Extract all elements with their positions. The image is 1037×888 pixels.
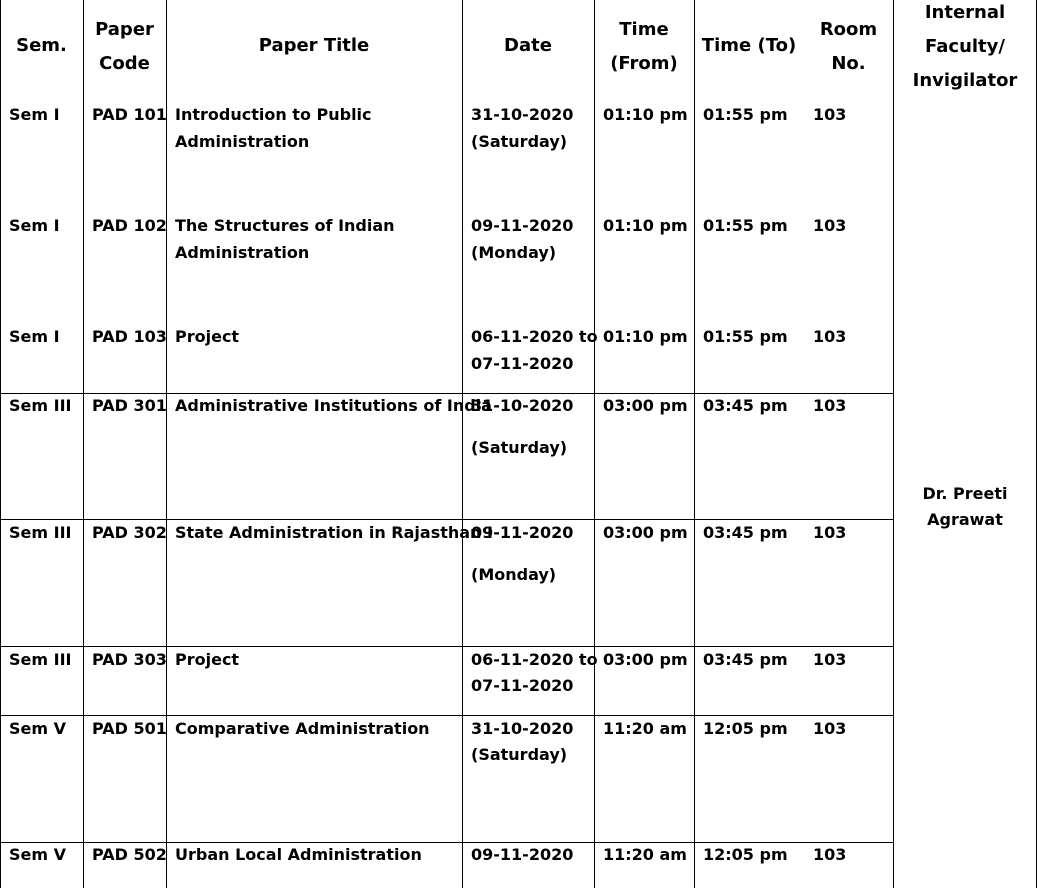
header-time-to: Time (To)	[701, 35, 797, 56]
cell-paper-code: PAD 303	[92, 650, 167, 669]
cell-date-line2: (Saturday)	[471, 132, 568, 151]
column-divider	[893, 0, 894, 888]
cell-date-line2: (Monday)	[471, 243, 557, 262]
cell-time-from: 03:00 pm	[603, 650, 688, 669]
cell-date: 31-10-2020	[471, 396, 574, 415]
cell-paper-code: PAD 102	[92, 216, 167, 235]
column-divider	[83, 0, 84, 888]
cell-date: 31-10-2020	[471, 719, 574, 738]
cell-date-line2: 07-11-2020	[471, 676, 574, 695]
cell-sem: Sem I	[9, 216, 60, 235]
header-date: Date	[504, 35, 552, 56]
cell-room: 103	[813, 845, 847, 864]
header-paper-title: Paper Title	[258, 35, 370, 56]
header-paper-code-line2: Code	[99, 53, 150, 74]
cell-room: 103	[813, 523, 847, 542]
cell-time-to: 03:45 pm	[703, 523, 788, 542]
cell-date: 06-11-2020 to	[471, 327, 598, 346]
cell-room: 103	[813, 327, 847, 346]
cell-paper-code: PAD 502	[92, 845, 167, 864]
cell-time-from: 11:20 am	[603, 845, 687, 864]
cell-time-from: 03:00 pm	[603, 523, 688, 542]
cell-sem: Sem I	[9, 327, 60, 346]
cell-paper-title: Urban Local Administration	[175, 845, 422, 864]
cell-time-to: 01:55 pm	[703, 105, 788, 124]
cell-time-from: 01:10 pm	[603, 105, 688, 124]
cell-time-from: 03:00 pm	[603, 396, 688, 415]
cell-paper-code: PAD 301	[92, 396, 167, 415]
cell-paper-title: The Structures of Indian	[175, 216, 395, 235]
cell-time-from: 01:10 pm	[603, 327, 688, 346]
cell-paper-title: Project	[175, 327, 240, 346]
cell-date: 06-11-2020 to	[471, 650, 598, 669]
table-border	[0, 0, 1, 888]
header-time-from-line1: Time	[619, 19, 669, 40]
faculty-name-line2: Agrawat	[927, 510, 1003, 529]
cell-sem: Sem V	[9, 719, 66, 738]
header-faculty-line3: Invigilator	[912, 70, 1018, 91]
column-divider	[462, 0, 463, 888]
cell-room: 103	[813, 216, 847, 235]
cell-paper-code: PAD 101	[92, 105, 167, 124]
faculty-name-line1: Dr. Preeti	[922, 484, 1008, 503]
header-time-from-line2: (From)	[610, 53, 678, 74]
cell-sem: Sem I	[9, 105, 60, 124]
cell-paper-title-line2: Administration	[175, 243, 310, 262]
column-divider	[166, 0, 167, 888]
cell-date: 09-11-2020	[471, 845, 574, 864]
cell-time-from: 11:20 am	[603, 719, 687, 738]
cell-time-from: 01:10 pm	[603, 216, 688, 235]
cell-sem: Sem III	[9, 523, 72, 542]
cell-date: 31-10-2020	[471, 105, 574, 124]
header-sem: Sem.	[16, 35, 67, 56]
cell-date-line2: 07-11-2020	[471, 354, 574, 373]
cell-room: 103	[813, 396, 847, 415]
header-paper-code-line1: Paper	[95, 19, 154, 40]
cell-paper-title: Project	[175, 650, 240, 669]
cell-paper-title: State Administration in Rajasthan I	[175, 523, 493, 542]
cell-time-to: 01:55 pm	[703, 216, 788, 235]
cell-date: 09-11-2020	[471, 523, 574, 542]
cell-paper-code: PAD 501	[92, 719, 167, 738]
header-faculty-line2: Faculty/	[925, 36, 1005, 57]
cell-room: 103	[813, 650, 847, 669]
cell-paper-title: Introduction to Public	[175, 105, 372, 124]
cell-paper-title: Comparative Administration	[175, 719, 430, 738]
column-divider	[694, 0, 695, 888]
cell-date: 09-11-2020	[471, 216, 574, 235]
cell-sem: Sem III	[9, 396, 72, 415]
cell-time-to: 03:45 pm	[703, 650, 788, 669]
cell-date-line2: (Saturday)	[471, 438, 568, 457]
cell-sem: Sem V	[9, 845, 66, 864]
cell-sem: Sem III	[9, 650, 72, 669]
cell-paper-title-line2: Administration	[175, 132, 310, 151]
cell-time-to: 12:05 pm	[703, 845, 788, 864]
header-room-line2: No.	[831, 53, 866, 74]
header-room-line1: Room	[819, 19, 878, 40]
cell-date-line2: (Saturday)	[471, 745, 568, 764]
cell-paper-code: PAD 302	[92, 523, 167, 542]
cell-date-line2: (Monday)	[471, 565, 557, 584]
cell-room: 103	[813, 719, 847, 738]
header-faculty-line1: Internal	[924, 2, 1006, 23]
cell-time-to: 01:55 pm	[703, 327, 788, 346]
cell-room: 103	[813, 105, 847, 124]
cell-paper-code: PAD 103	[92, 327, 167, 346]
cell-time-to: 12:05 pm	[703, 719, 788, 738]
cell-time-to: 03:45 pm	[703, 396, 788, 415]
column-divider	[594, 0, 595, 888]
cell-paper-title: Administrative Institutions of India	[175, 396, 492, 415]
